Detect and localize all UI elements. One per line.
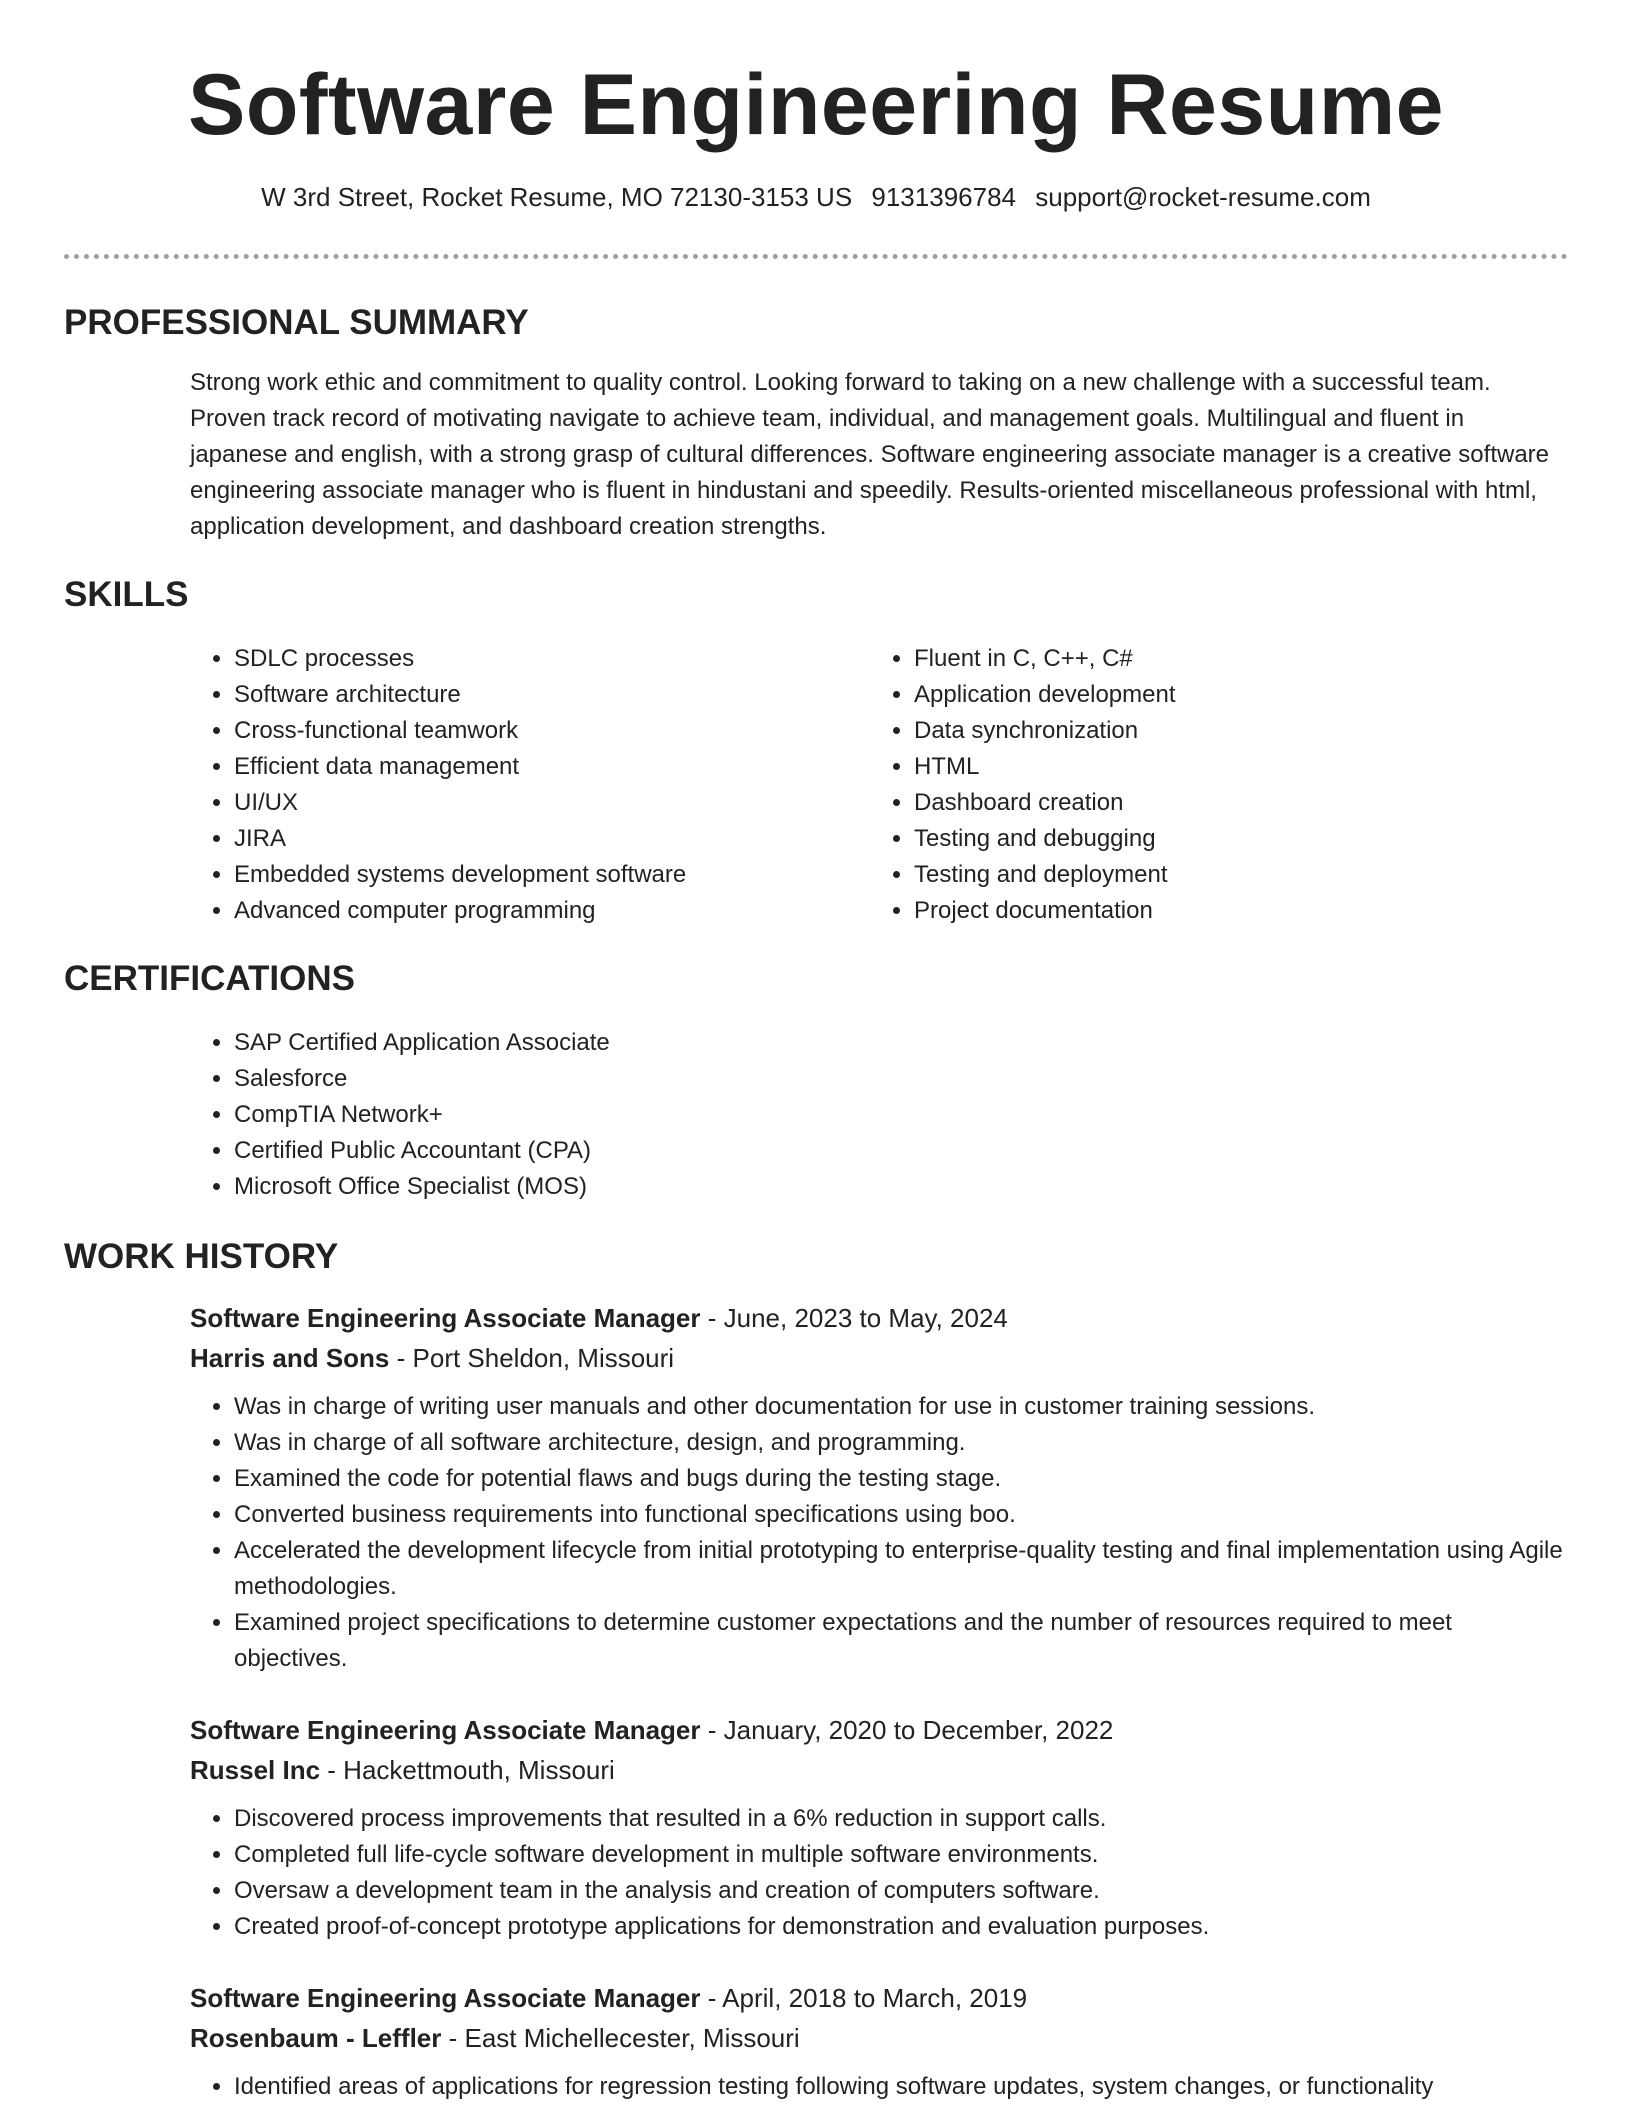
list-item: • Microsoft Office Specialist (MOS) xyxy=(234,1169,1568,1205)
list-item: • Completed full life-cycle software development in multiple software environments. xyxy=(234,1837,1568,1873)
job-dates: - June, 2023 to May, 2024 xyxy=(700,1303,1008,1333)
resume-name: Software Engineering Resume xyxy=(187,57,1444,153)
list-item: • Accelerated the development lifecycle from initial prototyping to enterprise-quality testing and final implementation using Agile methodologies. xyxy=(234,1533,1568,1605)
list-item: • Embedded systems development software xyxy=(234,857,870,893)
contact-address: W 3rd Street, Rocket Resume, MO 72130-3153 US xyxy=(261,182,853,212)
skills-list-right xyxy=(870,641,1550,929)
company-name: Harris and Sons xyxy=(190,1343,390,1373)
contact-phone: 9131396784 xyxy=(871,182,1016,212)
work-history-section xyxy=(64,1237,1568,2105)
list-item: • Project documentation xyxy=(914,893,1550,929)
job-entry xyxy=(190,1979,1568,2105)
certifications-heading: CERTIFICATIONS xyxy=(64,959,356,998)
list-item: • UI/UX xyxy=(234,785,870,821)
contact-line xyxy=(64,180,1568,214)
list-item: • Testing and debugging xyxy=(914,821,1550,857)
list-item: • JIRA xyxy=(234,821,870,857)
list-item: • Data synchronization xyxy=(914,713,1550,749)
list-item: • SDLC processes xyxy=(234,641,870,677)
list-item: • Created proof-of-concept prototype applications for demonstration and evaluation purposes. xyxy=(234,1909,1568,1945)
list-item: • Testing and deployment xyxy=(914,857,1550,893)
company-line xyxy=(190,1339,1568,1377)
company-location: - Hackettmouth, Missouri xyxy=(320,1755,615,1785)
list-item: • SAP Certified Application Associate xyxy=(234,1025,1568,1061)
list-item: • Efficient data management xyxy=(234,749,870,785)
list-item: • Identified areas of applications for regression testing following software updates, system changes, or functionality xyxy=(234,2069,1568,2105)
list-item: • Was in charge of all software architecture, design, and programming. xyxy=(234,1425,1568,1461)
header-divider xyxy=(64,254,1568,259)
skills-section xyxy=(64,575,1568,929)
list-item: • Oversaw a development team in the analysis and creation of computers software. xyxy=(234,1873,1568,1909)
list-item: • HTML xyxy=(914,749,1550,785)
company-line xyxy=(190,1751,1568,1789)
list-item: • Converted business requirements into functional specifications using boo. xyxy=(234,1497,1568,1533)
skills-heading: SKILLS xyxy=(64,575,189,614)
list-item: • Cross-functional teamwork xyxy=(234,713,870,749)
skills-list-left xyxy=(190,641,870,929)
skills-column-right xyxy=(870,641,1550,929)
list-item: • Discovered process improvements that resulted in a 6% reduction in support calls. xyxy=(234,1801,1568,1837)
job-bullets xyxy=(190,2069,1568,2105)
list-item: • Software architecture xyxy=(234,677,870,713)
contact-email: support@rocket-resume.com xyxy=(1035,182,1371,212)
certifications-section xyxy=(64,959,1568,1205)
company-location: - Port Sheldon, Missouri xyxy=(389,1343,675,1373)
company-line xyxy=(190,2019,1568,2057)
skills-column-left xyxy=(190,641,870,929)
job-title: Software Engineering Associate Manager xyxy=(190,1983,701,2013)
list-item: • Advanced computer programming xyxy=(234,893,870,929)
job-dates: - January, 2020 to December, 2022 xyxy=(700,1715,1114,1745)
job-title-line xyxy=(190,1711,1568,1749)
list-item: • Fluent in C, C++, C# xyxy=(914,641,1550,677)
list-item: • CompTIA Network+ xyxy=(234,1097,1568,1133)
company-location: - East Michellecester, Missouri xyxy=(441,2023,800,2053)
job-title-line xyxy=(190,1299,1568,1337)
list-item: • Was in charge of writing user manuals and other documentation for use in customer training sessions. xyxy=(234,1389,1568,1425)
job-title: Software Engineering Associate Manager xyxy=(190,1303,701,1333)
skills-grid xyxy=(190,641,1568,929)
job-entry xyxy=(190,1711,1568,1945)
company-name: Rosenbaum - Leffler xyxy=(190,2023,442,2053)
summary-text: Strong work ethic and commitment to quality control. Looking forward to taking on a new challenge with a successful team. Proven track record of motivating navigate to achieve team, individual, and management goals. Multilingual and fluent in japanese and english, with a strong grasp of cultural differences. Software engineering associate manager is a creative software engineering associate manager who is fluent in hindustani and speedily. Results-oriented miscellaneous professional with html, application development, and dashboard creation strengths. xyxy=(190,369,1549,540)
summary-section xyxy=(64,303,1568,545)
job-entry xyxy=(190,1299,1568,1677)
list-item: • Dashboard creation xyxy=(914,785,1550,821)
company-name: Russel Inc xyxy=(190,1755,321,1785)
summary-heading: PROFESSIONAL SUMMARY xyxy=(64,303,529,342)
job-bullets xyxy=(190,1389,1568,1677)
list-item: • Application development xyxy=(914,677,1550,713)
list-item: • Examined the code for potential flaws and bugs during the testing stage. xyxy=(234,1461,1568,1497)
job-title-line xyxy=(190,1979,1568,2017)
list-item: • Examined project specifications to determine customer expectations and the number of resources required to meet objectives. xyxy=(234,1605,1568,1677)
certifications-list xyxy=(190,1025,1568,1205)
certifications-list-wrap xyxy=(190,1025,1568,1205)
job-dates: - April, 2018 to March, 2019 xyxy=(700,1983,1028,2013)
resume-page xyxy=(64,0,1568,2105)
list-item: • Salesforce xyxy=(234,1061,1568,1097)
list-item: • Certified Public Accountant (CPA) xyxy=(234,1133,1568,1169)
job-title: Software Engineering Associate Manager xyxy=(190,1715,701,1745)
work-history-heading: WORK HISTORY xyxy=(64,1237,339,1276)
job-bullets xyxy=(190,1801,1568,1945)
